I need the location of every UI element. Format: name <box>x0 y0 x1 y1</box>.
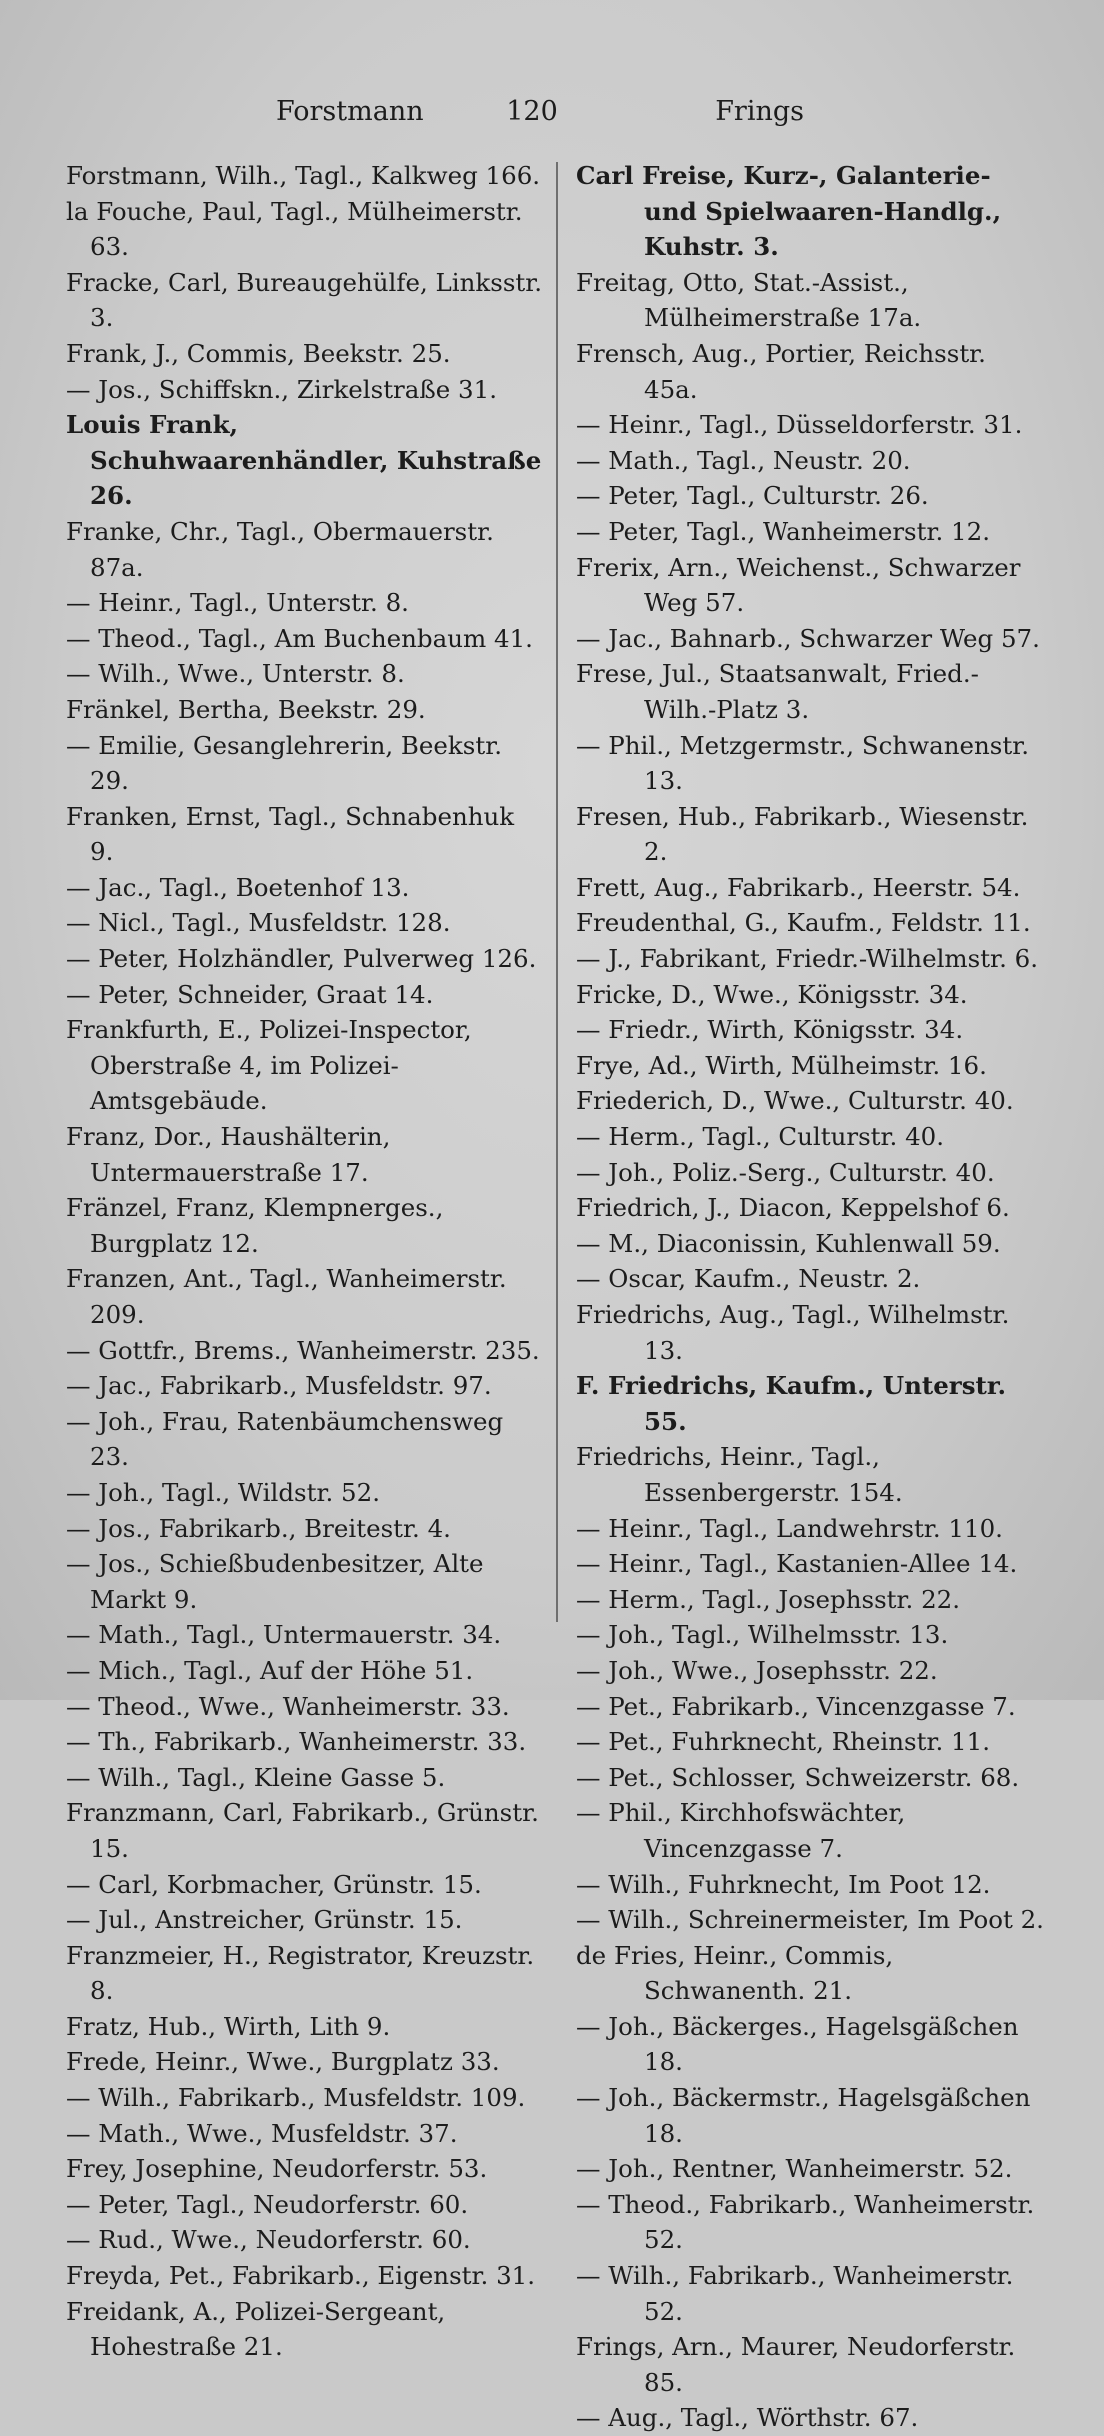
list-item: la Fouche, Paul, Tagl., Mülheimerstr. 63. <box>66 196 523 262</box>
list-item: — Jos., Fabrikarb., Breitestr. 4. <box>66 1513 451 1543</box>
list-item: — Carl, Korbmacher, Grünstr. 15. <box>66 1869 482 1899</box>
list-item: — Nicl., Tagl., Musfeldstr. 128. <box>66 908 451 938</box>
column-divider <box>556 162 558 1622</box>
list-item: — Heinr., Tagl., Landwehrstr. 110. <box>576 1513 1003 1543</box>
advertisement-entry: F. Friedrichs, Kaufm., Unterstr. 55. <box>576 1371 1007 1436</box>
list-item: — Mich., Tagl., Auf der Höhe 51. <box>66 1655 474 1685</box>
list-item: — Friedr., Wirth, Königsstr. 34. <box>576 1015 964 1045</box>
list-item: Franke, Chr., Tagl., Obermauerstr. 87a. <box>66 516 494 582</box>
list-item: Frett, Aug., Fabrikarb., Heerstr. 54. <box>576 872 1021 902</box>
list-item: Freitag, Otto, Stat.-Assist., Mülheimerstraße 17a. <box>576 267 922 333</box>
list-item: — Peter, Tagl., Culturstr. 26. <box>576 481 929 511</box>
list-item: — Heinr., Tagl., Unterstr. 8. <box>66 588 409 618</box>
list-item: — Jac., Tagl., Boetenhof 13. <box>66 872 410 902</box>
list-item: — Wilh., Wwe., Unterstr. 8. <box>66 659 405 689</box>
list-item: — M., Diaconissin, Kuhlenwall 59. <box>576 1228 1001 1258</box>
left-column <box>66 158 544 2365</box>
list-item: — Math., Tagl., Untermauerstr. 34. <box>66 1620 502 1650</box>
list-item: — Pet., Fabrikarb., Vincenzgasse 7. <box>576 1691 1016 1721</box>
list-item: — Joh., Frau, Ratenbäumchensweg 23. <box>66 1406 504 1472</box>
list-item: Frey, Josephine, Neudorferstr. 53. <box>66 2154 488 2184</box>
list-item: — Math., Wwe., Musfeldstr. 37. <box>66 2118 458 2148</box>
list-item: — Joh., Tagl., Wildstr. 52. <box>66 1477 381 1507</box>
page-number: 120 <box>506 96 558 127</box>
list-item: Franzmeier, H., Registrator, Kreuzstr. 8. <box>66 1940 535 2006</box>
list-item: — Oscar, Kaufm., Neustr. 2. <box>576 1264 921 1294</box>
list-item: — Aug., Tagl., Wörthstr. 67. <box>576 2403 919 2433</box>
header-right-word: Frings <box>715 96 804 127</box>
list-item: — Emilie, Gesanglehrerin, Beekstr. 29. <box>66 730 502 796</box>
list-item: Fränzel, Franz, Klempnerges., Burgplatz 12. <box>66 1193 444 1258</box>
list-item: Frank, J., Commis, Beekstr. 25. <box>66 338 451 368</box>
header-left-word: Forstmann <box>276 96 424 127</box>
list-item: Fricke, D., Wwe., Königsstr. 34. <box>576 979 968 1009</box>
list-item: Freyda, Pet., Fabrikarb., Eigenstr. 31. <box>66 2261 536 2291</box>
list-item: — Wilh., Fabrikarb., Musfeldstr. 109. <box>66 2083 526 2113</box>
page-header <box>260 96 804 136</box>
list-item: Friedrichs, Aug., Tagl., Wilhelmstr. 13. <box>576 1300 1010 1365</box>
advertisement-entry: Carl Freise, Kurz-, Galanterie- und Spielwaaren-Handlg., Kuhstr. 3. <box>576 161 1002 262</box>
list-item: Frese, Jul., Staatsanwalt, Fried.-Wilh.-Platz 3. <box>576 659 979 724</box>
list-item: — Peter, Schneider, Graat 14. <box>66 979 434 1009</box>
list-item: — Jos., Schießbudenbesitzer, Alte Markt 9. <box>66 1549 484 1614</box>
list-item: — Math., Tagl., Neustr. 20. <box>576 445 911 475</box>
list-item: — Peter, Holzhändler, Pulverweg 126. <box>66 944 537 974</box>
list-item: Frankfurth, E., Polizei-Inspector, Oberstraße 4, im Polizei-Amtsgebäude. <box>66 1015 472 1116</box>
list-item: — Joh., Bäckermstr., Hagelsgäßchen 18. <box>576 2083 1031 2148</box>
list-item: — J., Fabrikant, Friedr.-Wilhelmstr. 6. <box>576 944 1039 974</box>
list-item: — Pet., Fuhrknecht, Rheinstr. 11. <box>576 1727 991 1757</box>
list-item: — Theod., Wwe., Wanheimerstr. 33. <box>66 1691 510 1721</box>
list-item: Friederich, D., Wwe., Culturstr. 40. <box>576 1086 1014 1116</box>
list-item: — Jul., Anstreicher, Grünstr. 15. <box>66 1905 463 1935</box>
list-item: — Joh., Wwe., Josephsstr. 22. <box>576 1655 938 1685</box>
list-item: — Heinr., Tagl., Düsseldorferstr. 31. <box>576 410 1023 440</box>
list-item: Fresen, Hub., Fabrikarb., Wiesenstr. 2. <box>576 801 1029 867</box>
list-item: Frensch, Aug., Portier, Reichsstr. 45a. <box>576 338 986 404</box>
list-item: — Phil., Metzgermstr., Schwanenstr. 13. <box>576 730 1029 796</box>
list-item: — Joh., Rentner, Wanheimerstr. 52. <box>576 2154 1013 2184</box>
list-item: — Wilh., Schreinermeister, Im Poot 2. <box>576 1905 1044 1935</box>
right-column <box>576 158 1046 2436</box>
list-item: Fracke, Carl, Bureaugehülfe, Linksstr. 3. <box>66 267 543 333</box>
list-item: Frerix, Arn., Weichenst., Schwarzer Weg 57. <box>576 552 1021 618</box>
list-item: Fränkel, Bertha, Beekstr. 29. <box>66 694 426 724</box>
list-item: — Jac., Bahnarb., Schwarzer Weg 57. <box>576 623 1040 653</box>
list-item: — Wilh., Fabrikarb., Wanheimerstr. 52. <box>576 2261 1014 2326</box>
list-item: — Joh., Tagl., Wilhelmsstr. 13. <box>576 1620 949 1650</box>
list-item: — Peter, Tagl., Wanheimerstr. 12. <box>576 516 991 546</box>
list-item: — Pet., Schlosser, Schweizerstr. 68. <box>576 1762 1020 1792</box>
list-item: Friedrich, J., Diacon, Keppelshof 6. <box>576 1193 1010 1223</box>
list-item: — Wilh., Tagl., Kleine Gasse 5. <box>66 1762 446 1792</box>
list-item: Franzen, Ant., Tagl., Wanheimerstr. 209. <box>66 1264 507 1329</box>
list-item: — Jos., Schiffskn., Zirkelstraße 31. <box>66 374 497 404</box>
list-item: — Herm., Tagl., Culturstr. 40. <box>576 1122 945 1152</box>
list-item: — Peter, Tagl., Neudorferstr. 60. <box>66 2189 469 2219</box>
list-item: Frings, Arn., Maurer, Neudorferstr. 85. <box>576 2332 1016 2397</box>
list-item: Franz, Dor., Haushälterin, Untermauerstraße 17. <box>66 1122 391 1187</box>
list-item: — Rud., Wwe., Neudorferstr. 60. <box>66 2225 471 2255</box>
list-item: Franzmann, Carl, Fabrikarb., Grünstr. 15. <box>66 1798 539 1863</box>
list-item: — Joh., Bäckerges., Hagelsgäßchen 18. <box>576 2011 1019 2077</box>
list-item: Franken, Ernst, Tagl., Schnabenhuk 9. <box>66 801 515 867</box>
list-item: — Gottfr., Brems., Wanheimerstr. 235. <box>66 1335 540 1365</box>
list-item: Forstmann, Wilh., Tagl., Kalkweg 166. <box>66 161 541 190</box>
list-item: — Phil., Kirchhofswächter, Vincenzgasse 7. <box>576 1798 906 1863</box>
list-item: — Theod., Tagl., Am Buchenbaum 41. <box>66 623 533 653</box>
list-item: Frede, Heinr., Wwe., Burgplatz 33. <box>66 2047 500 2077</box>
list-item: — Th., Fabrikarb., Wanheimerstr. 33. <box>66 1727 527 1757</box>
advertisement-entry: Louis Frank, Schuhwaarenhändler, Kuhstraße 26. <box>66 410 542 511</box>
list-item: — Heinr., Tagl., Kastanien-Allee 14. <box>576 1549 1018 1579</box>
list-item: Freidank, A., Polizei-Sergeant, Hohestraße 21. <box>66 2296 446 2362</box>
list-item: — Joh., Poliz.-Serg., Culturstr. 40. <box>576 1157 995 1187</box>
list-item: — Wilh., Fuhrknecht, Im Poot 12. <box>576 1869 991 1899</box>
list-item: — Herm., Tagl., Josephsstr. 22. <box>576 1584 961 1614</box>
list-item: Fratz, Hub., Wirth, Lith 9. <box>66 2011 391 2041</box>
list-item: — Theod., Fabrikarb., Wanheimerstr. 52. <box>576 2189 1035 2255</box>
list-item: Freudenthal, G., Kaufm., Feldstr. 11. <box>576 908 1031 938</box>
list-item: — Jac., Fabrikarb., Musfeldstr. 97. <box>66 1371 492 1401</box>
list-item: Frye, Ad., Wirth, Mülheimstr. 16. <box>576 1050 987 1080</box>
list-item: Friedrichs, Heinr., Tagl., Essenbergerstr. 154. <box>576 1442 903 1507</box>
list-item: de Fries, Heinr., Commis, Schwanenth. 21. <box>576 1940 894 2006</box>
